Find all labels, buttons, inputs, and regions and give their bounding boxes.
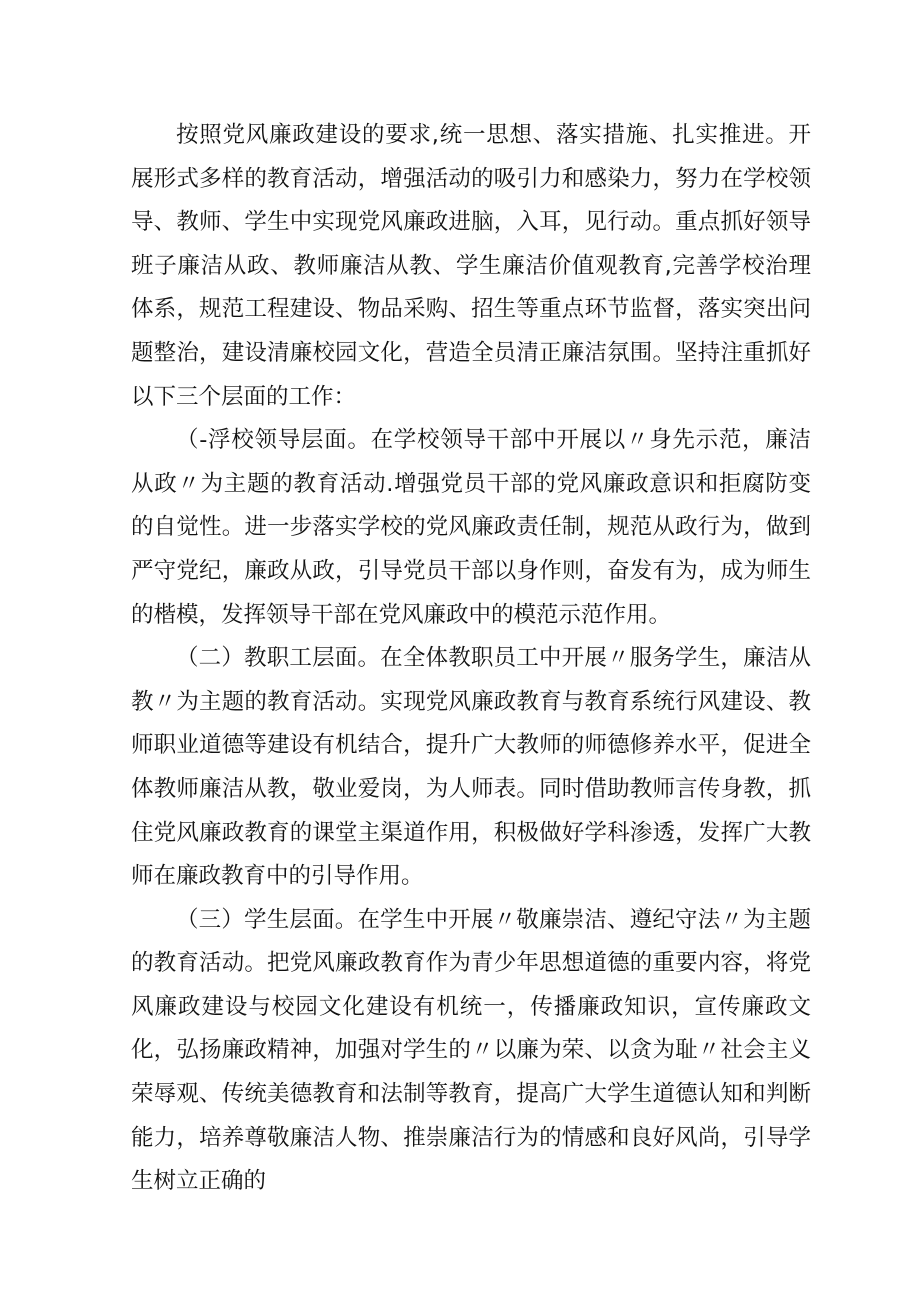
- paragraph-staff: （二）教职工层面。在全体教职员工中开展〃服务学生，廉洁从教〃为主题的教育活动。实现党风廉政教育与教育系统行风建设、教师职业道德等建设有机结合，提升广大教师的师德修养水平，促进全体教师廉洁从教，敬业爱岗，为人师表。同时借助教师言传身教，抓住党风廉政教育的课堂主渠道作用，积极做好学科渗透，发挥广大教师在廉政教育中的引导作用。: [131, 645, 811, 890]
- paragraph-intro: 按照党风廉政建设的要求,统一思想、落实措施、扎实推进。开展形式多样的教育活动，增强活动的吸引力和感染力，努力在学校领导、教师、学生中实现党风廉政进脑，入耳，见行动。重点抓好领导班子廉洁从政、教师廉洁从教、学生廉洁价值观教育,完善学校治理体系，规范工程建设、物品采购、招生等重点环节监督，落实突出问题整治，建设清廉校园文化，营造全员清正廉洁氛围。坚持注重抓好以下三个层面的工作：: [131, 122, 811, 410]
- paragraph-leadership: （-浮校领导层面。在学校领导干部中开展以〃身先示范，廉洁从政〃为主题的教育活动.增强党员干部的党风廉政意识和拒腐防变的自觉性。进一步落实学校的党风廉政责任制，规范从政行为，做到严守党纪，廉政从政，引导党员干部以身作则，奋发有为，成为师生的楷模，发挥领导干部在党风廉政中的模范示范作用。: [131, 427, 811, 628]
- document-body: [131, 114, 811, 1204]
- paragraph-students: （三）学生层面。在学生中开展〃敬廉崇洁、遵纪守法〃为主题的教育活动。把党风廉政教育作为青少年思想道德的重要内容，将党风廉政建设与校园文化建设有机统一，传播廉政知识，宣传廉政文化，弘扬廉政精神，加强对学生的〃以廉为荣、以贪为耻〃社会主义荣辱观、传统美德教育和法制等教育，提高广大学生道德认知和判断能力，培养尊敬廉洁人物、推崇廉洁行为的情感和良好风尚，引导学生树立正确的: [131, 906, 811, 1195]
